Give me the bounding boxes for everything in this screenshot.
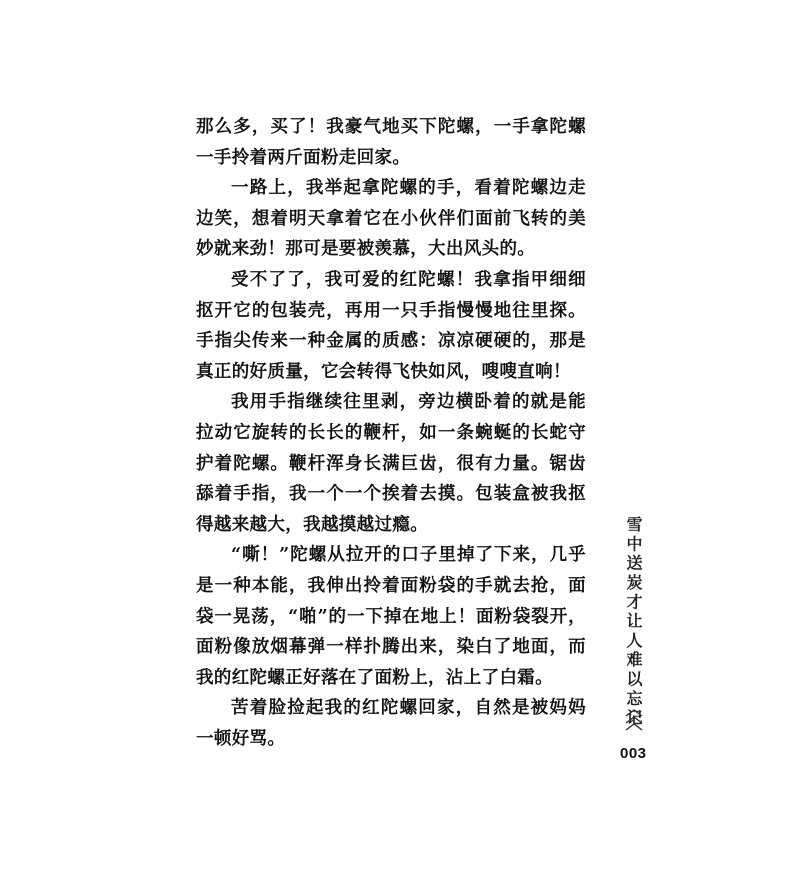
body-text <box>196 112 586 754</box>
page-number: 003 <box>620 745 647 762</box>
paragraph-3: 受不了了，我可爱的红陀螺！我拿指甲细细抠开它的包装壳，再用一只手指慢慢地往里探。手指尖传来一种金属的质感：凉凉硬硬的，那是真正的好质量，它会转得飞快如风，嗖嗖直响！ <box>196 269 586 382</box>
paragraph-4: 我用手指继续往里剥，旁边横卧着的就是能拉动它旋转的长长的鞭杆，如一条蜿蜒的长蛇守护着陀螺。鞭杆浑身长满巨齿，很有力量。锯齿舔着手指，我一个一个挨着去摸。包装盒被我抠得越来越大，我越摸越过瘾。 <box>196 392 586 535</box>
chapter-title: 雪中送炭才让人难以忘记 <box>624 516 643 729</box>
paragraph-2: 一路上，我举起拿陀螺的手，看着陀螺边走边笑，想着明天拿着它在小伙伴们面前飞转的美妙就来劲！那可是要被羡慕，大出风头的。 <box>196 178 586 260</box>
triple-chevron-up-icon <box>624 707 644 735</box>
paragraph-6: 苦着脸捡起我的红陀螺回家，自然是被妈妈一顿好骂。 <box>196 698 586 749</box>
paragraph-5: “嘶！”陀螺从拉开的口子里掉了下来，几乎是一种本能，我伸出拎着面粉袋的手就去抢，面袋一晃荡，“啪”的一下掉在地上！面粉袋裂开，面粉像放烟幕弹一样扑腾出来，染白了地面，而我的红陀螺正好落在了面粉上，沾上了白霜。 <box>196 545 586 688</box>
paragraph-1: 那么多，买了！我豪气地买下陀螺，一手拿陀螺一手拎着两斤面粉走回家。 <box>196 117 586 168</box>
